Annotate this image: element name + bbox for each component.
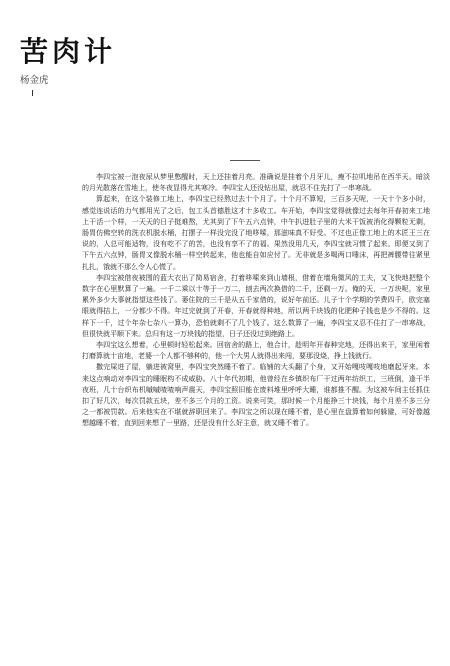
paragraph: 李四宝这么想着，心里顿时轻松起来。回宿舍的路上，他合计，趁明年开春种完地，还得出来干，家里闲着打磨算就十亩地，老婆一个人都不够种的，他一个大男人就得出来闯，要那没烧，挣上钱就行。 <box>82 341 430 361</box>
paragraph: 算起来，在这个装修工地上，李四宝已经熬过去十个月了。十个月不算短，三百多天呢，一天十个多小时，感觉连说话的力气都用光了之后，包工头首德胜这才十多收工。车开始，李四宝觉得就像过去每年开春初来工地上干活一个样，一天天的日子挺难熬，尤其到了下午五六点钟，中午扒进肚子里的大米干饭被消化得颗粒无剩，肠胃仿佛空转的洗衣机脱水桶，打摆子一样没完没了地哆嗦，那滋味真不好受。不过也正像工地上的木匠王三在说的，人总可能适物，没有吃不了的苦，也没有享不了的福。果然没用几天，李四宝就习惯了起来。即便又到了下午五六点钟，肠胃又像脱水桶一样空转起来，他也能自如应付了。无非就是多喝两口唾沫，再把裤腰带往紧里扎扎，饿就不那么令人心慌了。 <box>82 195 430 271</box>
paragraph: 撒完屎进了屋，躺进被窝里，李四宝突然睡不着了。临铺的大头翻了个身，又开始嘎吱嘎吱地磨起牙来。本来这点响动对李四宝的睡眠构不成威胁。八十年代初期，他曾经在乡镇织布厂干过两年纺织工，三班倒，逢干半夜班，几十台织布机嘁嘁喳喳响声震天，李四宝照旧能在废料堆里呼呼大睡，谁都推不醒。为这被车间主任抓住扣了好几次，每次罚款五块，差不多三个月的工资。说来可笑，那时候一个月能挣三十块钱，每个月差不多三分之一都被罚款。后来他实在不堪就辞职回来了。李四宝之所以现在睡不着，是心里在盘算着如何躲避，可好像越想越睡不着，直到回来想了一里路，还是没有什么好主意，就又睡不着了。 <box>82 363 430 428</box>
paragraph: 李四宝被借夜被围的蓝大衣出了简易宿舍，打着哆嗦来到山墙根，借着在墙角微风的工夫，又飞快地把整个数字在心里默算了一遍。一千二乘以十等于一万二，刨去两次换借的二千，还剩一万。俺的天，一万块呢，家里累外多少大事就指望这些钱了。萎住院的三千是从五千家借的，说好年前还。儿子十个学期的学费四千，欧完塞眼就得拮上，一分都少不得。年过完就到了开春，开春就得种地，所以两千块钱的化肥种子钱也是少不得的。这样下一千，过个年杂七杂八一算办，恐怕就剩不了几个钱了。这么数算了一遍，李四宝又忍不住打了一串寒战，但很快就平顺下来。总归有这一万块钱的指望，日子还没过到绝路上。 <box>82 273 430 338</box>
author-name: 杨金虎 <box>20 75 49 86</box>
page-title: 苦肉计 <box>20 35 117 68</box>
decorative-mark <box>32 90 33 96</box>
section-divider <box>230 160 260 161</box>
paragraph: 李四宝被一泡夜尿从梦里憋醒时，天上还挂着月亮。准确说是挂着个月牙儿，瘦不拉叽地吊在西半天。暗淡的月光散落在雪地上，使冬夜显得尤其寒冷。李四宝人还没钻出屋，就忍不住先打了一串寒战。 <box>82 173 430 193</box>
article-body <box>82 172 430 430</box>
